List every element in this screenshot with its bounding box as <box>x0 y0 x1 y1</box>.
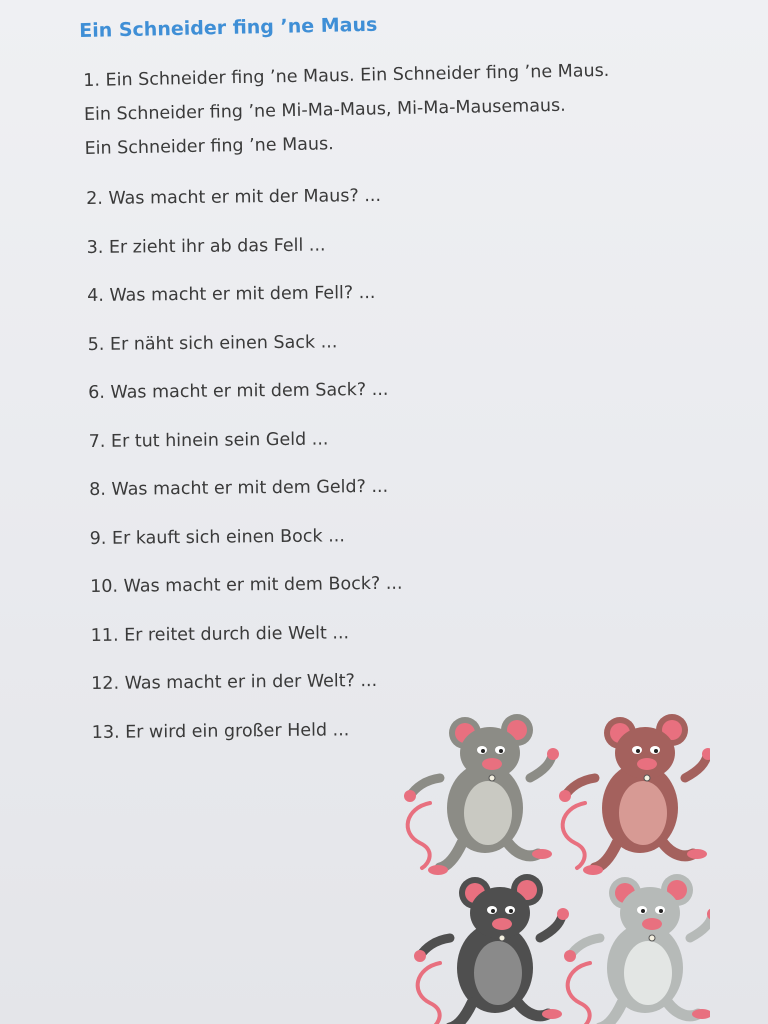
verse-item: 9. Er kauft sich einen Bock ... <box>89 525 345 549</box>
song-title: Ein Schneider fing ’ne Maus <box>79 13 378 42</box>
verse-item: 2. Was macht er mit der Maus? ... <box>86 185 382 209</box>
verse-1 <box>83 54 611 166</box>
verse-item: 7. Er tut hinein sein Geld ... <box>88 428 329 452</box>
verse-item: 8. Was macht er mit dem Geld? ... <box>89 476 389 500</box>
verse-item: 6. Was macht er mit dem Sack? ... <box>88 379 389 403</box>
verse-item: 12. Was macht er in der Welt? ... <box>91 670 378 694</box>
verse-1-line-1: 1. Ein Schneider fing ’ne Maus. Ein Schneider fing ’ne Maus. <box>83 60 610 91</box>
dark-mouse-icon <box>414 874 569 1024</box>
verse-item: 13. Er wird ein großer Held ... <box>91 719 350 743</box>
red-mouse-icon <box>559 714 710 875</box>
verse-item: 11. Er reitet durch die Welt ... <box>90 622 350 646</box>
verse-1-line-2: Ein Schneider fing ’ne Mi-Ma-Maus, Mi-Ma-Mausemaus. <box>83 95 566 125</box>
verse-item: 4. Was macht er mit dem Fell? ... <box>87 282 376 306</box>
verse-item: 3. Er zieht ihr ab das Fell ... <box>86 234 326 258</box>
verse-1-line-3: Ein Schneider fing ’ne Maus. <box>84 134 334 159</box>
mice-illustration <box>400 708 710 1024</box>
grey-mouse-icon <box>404 714 559 875</box>
verse-item: 5. Er näht sich einen Sack ... <box>87 331 338 355</box>
verse-list <box>86 180 404 765</box>
verse-item: 10. Was macht er mit dem Bock? ... <box>90 573 403 597</box>
light-mouse-icon <box>564 874 710 1024</box>
